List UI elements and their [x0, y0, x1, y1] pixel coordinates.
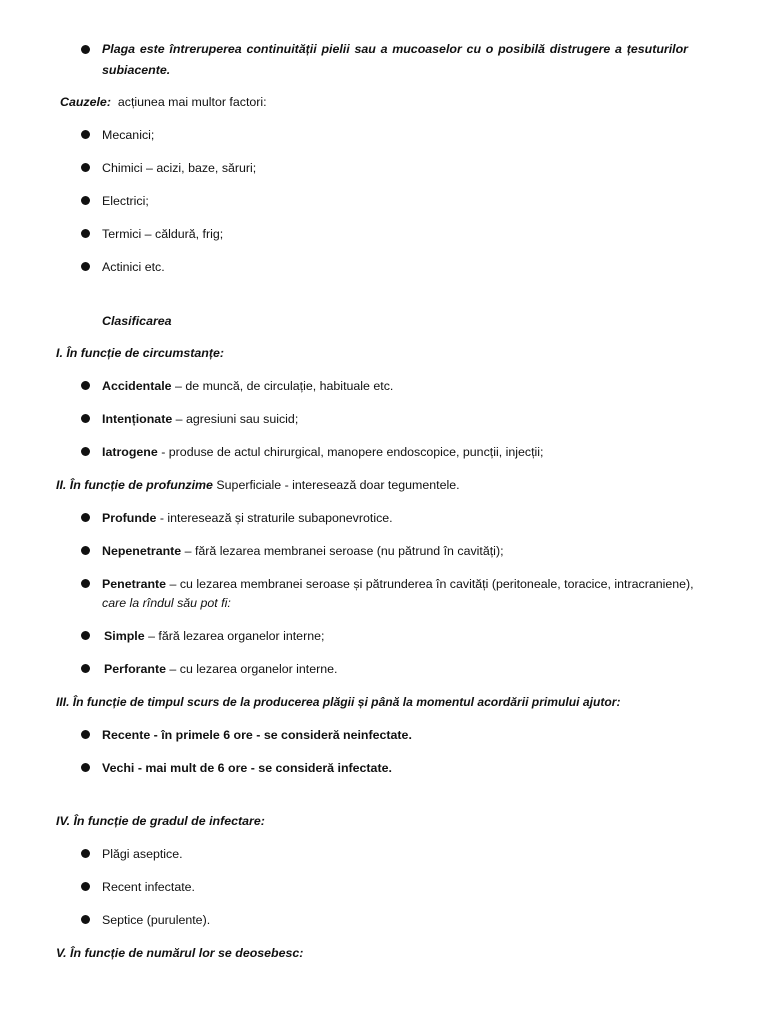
list-item [102, 726, 412, 744]
list-item: Electrici; [102, 194, 149, 208]
bullet-icon [81, 229, 90, 238]
item-desc: - interesează și straturile subaponevrotice. [156, 511, 393, 525]
item-term: Penetrante [102, 577, 167, 591]
bullet-icon [81, 45, 90, 54]
item-desc: – cu lezarea organelor interne. [165, 662, 338, 676]
intro-paragraph [102, 40, 688, 58]
bullet-icon [81, 447, 90, 456]
list-item-continuation: care la rîndul său pot fi: [102, 596, 231, 610]
list-item [102, 410, 298, 428]
item-term: Nepenetrante [102, 544, 182, 558]
causes-text: acțiunea mai multor factori: [117, 95, 267, 109]
item-desc: – fără lezarea organelor interne; [144, 629, 325, 643]
list-item: Chimici – acizi, baze, săruri; [102, 161, 257, 175]
list-item: Septice (purulente). [102, 913, 211, 927]
item-term: Intenționate [102, 412, 173, 426]
bullet-icon [81, 414, 90, 423]
item-desc: – agresiuni sau suicid; [172, 412, 299, 426]
intro-line-2: subiacente. [102, 63, 171, 77]
bullet-icon [81, 381, 90, 390]
item-desc: – cu lezarea membranei seroase și pătrunderea în cavități (peritoneale, toracice, intracraniene), [166, 577, 694, 591]
section-title-line [56, 476, 460, 494]
item-term: Accidentale [102, 379, 172, 393]
bullet-icon [81, 763, 90, 772]
section-title: I. În funcție de circumstanțe: [56, 346, 224, 360]
item-term: Profunde [102, 511, 157, 525]
bullet-icon [81, 513, 90, 522]
classification-heading: Clasificarea [102, 314, 172, 328]
bullet-icon [81, 915, 90, 924]
list-item: Plăgi aseptice. [102, 847, 183, 861]
list-item [102, 575, 694, 593]
bullet-icon [81, 849, 90, 858]
item-desc: – de muncă, de circulație, habituale etc. [171, 379, 394, 393]
item-desc: - mai mult de 6 ore - se consideră infectate. [134, 761, 392, 775]
list-item [102, 542, 504, 560]
bullet-icon [81, 262, 90, 271]
list-item [102, 509, 393, 527]
item-desc: - produse de actul chirurgical, manopere endoscopice, puncții, injecții; [157, 445, 544, 459]
list-item [102, 377, 393, 395]
section-title: IV. În funcție de gradul de infectare: [56, 814, 265, 828]
item-term: Recente [102, 728, 151, 742]
item-term: Perforante [104, 662, 166, 676]
section-title: V. În funcție de numărul lor se deosebesc: [56, 946, 304, 960]
list-item [102, 443, 543, 461]
list-item [102, 759, 392, 777]
item-desc: – fără lezarea membranei seroase (nu pătrund în cavități); [181, 544, 504, 558]
bullet-icon [81, 882, 90, 891]
item-term: Iatrogene [102, 445, 158, 459]
bullet-icon [81, 664, 90, 673]
list-item: Mecanici; [102, 128, 155, 142]
inline-desc: - interesează doar tegumentele. [281, 478, 460, 492]
bullet-icon [81, 130, 90, 139]
section-title: II. În funcție de profunzime [56, 478, 213, 492]
inline-term: Superficiale [216, 478, 282, 492]
list-item: Actinici etc. [102, 260, 165, 274]
intro-line-1: Plaga este întreruperea continuității pielii sau a mucoaselor cu o posibilă distrugere a țesuturilor [102, 42, 688, 56]
list-item [104, 660, 338, 678]
bullet-icon [81, 631, 90, 640]
list-item [104, 627, 324, 645]
bullet-icon [81, 546, 90, 555]
section-title: III. În funcție de timpul scurs de la producerea plăgii și până la momentul acordării primului ajutor: [56, 695, 621, 709]
list-item: Termici – căldură, frig; [102, 227, 224, 241]
list-item: Recent infectate. [102, 880, 195, 894]
item-desc: - în primele 6 ore - se consideră neinfectate. [150, 728, 412, 742]
item-term: Vechi [102, 761, 135, 775]
item-term: Simple [104, 629, 145, 643]
bullet-icon [81, 579, 90, 588]
bullet-icon [81, 163, 90, 172]
causes-label: Cauzele: [60, 95, 111, 109]
bullet-icon [81, 196, 90, 205]
causes-line [60, 93, 267, 111]
bullet-icon [81, 730, 90, 739]
